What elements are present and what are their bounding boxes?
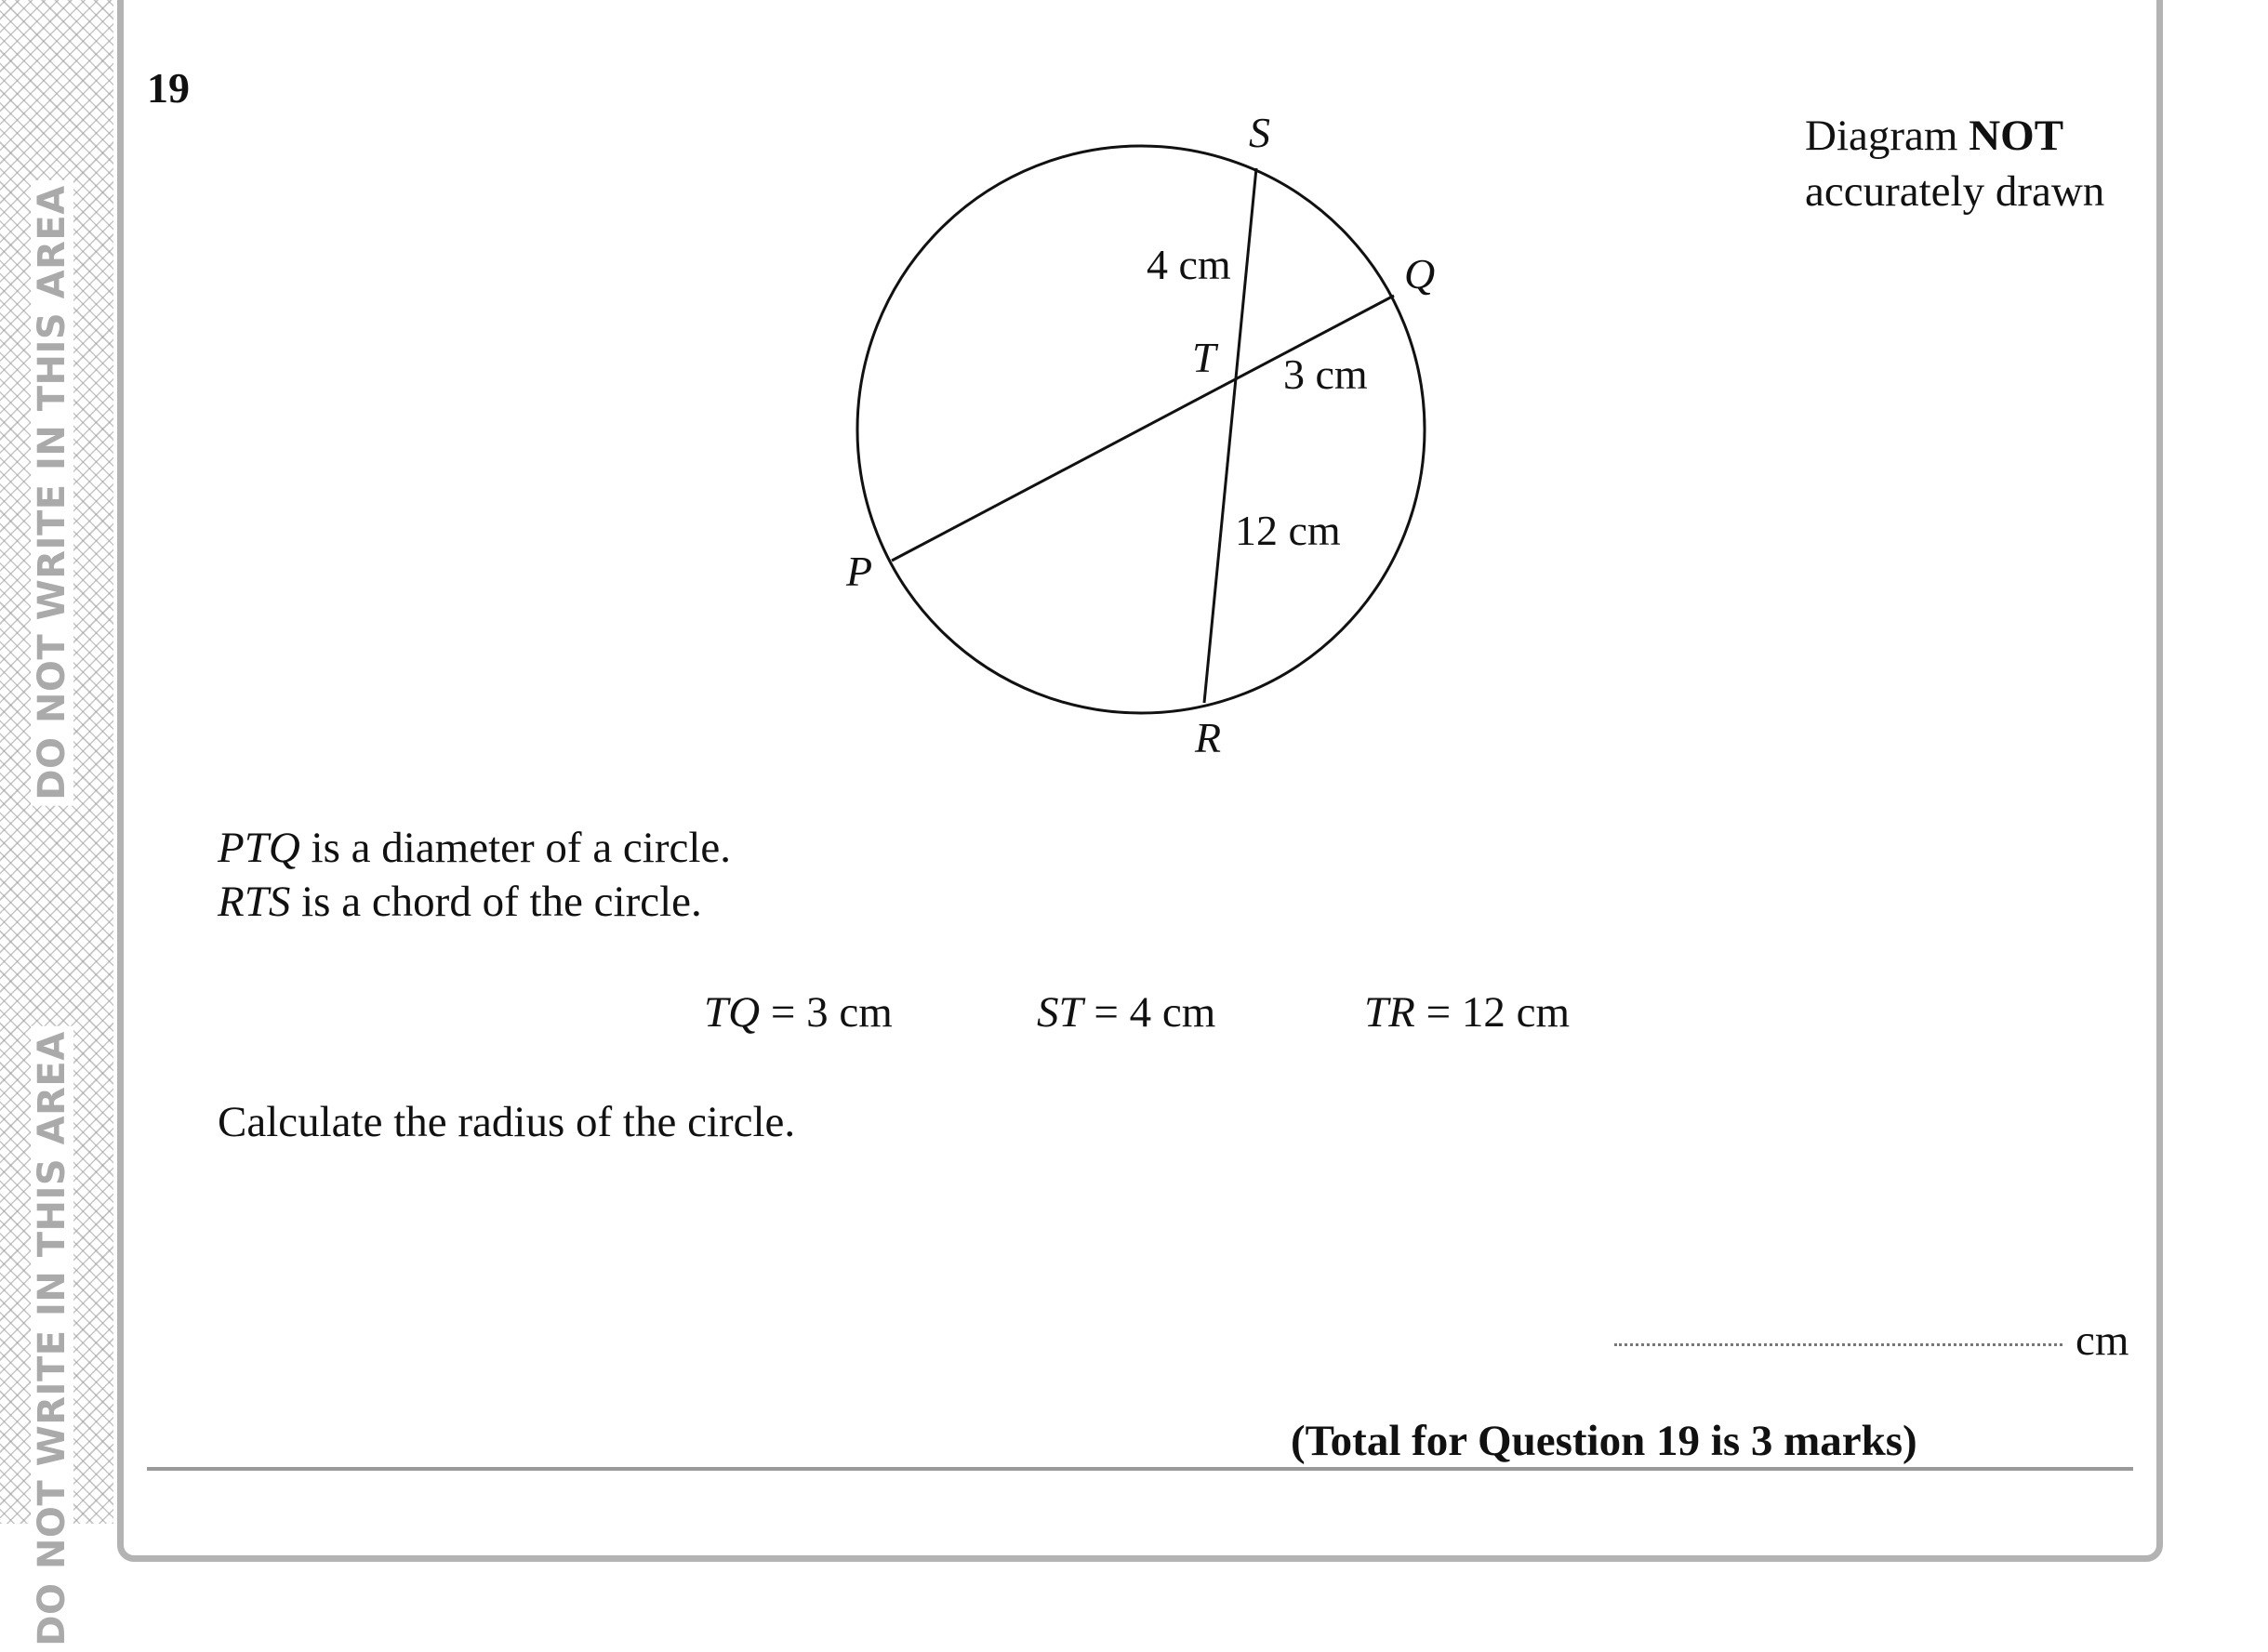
given-st — [1037, 987, 1215, 1037]
point-label-p: P — [846, 548, 873, 595]
given-value: = 4 cm — [1082, 988, 1216, 1037]
answer-unit: cm — [2076, 1316, 2129, 1365]
given-value: = 3 cm — [760, 988, 893, 1037]
given-value: = 12 cm — [1414, 988, 1571, 1037]
given-tr — [1364, 987, 1570, 1037]
diagram-note-prefix: Diagram — [1805, 112, 1970, 160]
margin-warning-text: DO NOT WRITE IN THIS AREA — [31, 179, 73, 805]
margin-warning-text: DO NOT WRITE IN THIS AREA — [31, 1025, 73, 1651]
length-label-tq: 3 cm — [1283, 350, 1368, 398]
question-number: 19 — [147, 64, 190, 112]
statement-diameter — [218, 823, 731, 873]
diagram-note-line2: accurately drawn — [1805, 167, 2105, 216]
question-total-marks: (Total for Question 19 is 3 marks) — [1291, 1417, 1917, 1465]
point-label-t: T — [1192, 334, 1216, 381]
diagram-note-bold: NOT — [1969, 112, 2064, 160]
statement-var: RTS — [218, 878, 291, 926]
statement-text: is a chord of the circle. — [290, 878, 702, 926]
bottom-rule — [147, 1467, 2133, 1471]
point-label-q: Q — [1404, 250, 1436, 297]
statement-text: is a diameter of a circle. — [299, 824, 732, 872]
point-label-r: R — [1195, 714, 1222, 761]
given-var: ST — [1037, 988, 1083, 1037]
given-tq — [704, 987, 893, 1037]
given-var: TR — [1364, 988, 1415, 1037]
question-instruction: Calculate the radius of the circle. — [218, 1098, 796, 1146]
length-label-tr: 12 cm — [1235, 507, 1341, 554]
answer-dotted-line[interactable] — [1614, 1343, 2062, 1346]
statement-chord — [218, 877, 702, 927]
length-label-st: 4 cm — [1147, 241, 1231, 288]
point-label-s: S — [1249, 109, 1270, 156]
statement-var: PTQ — [218, 824, 300, 872]
given-var: TQ — [704, 988, 761, 1037]
